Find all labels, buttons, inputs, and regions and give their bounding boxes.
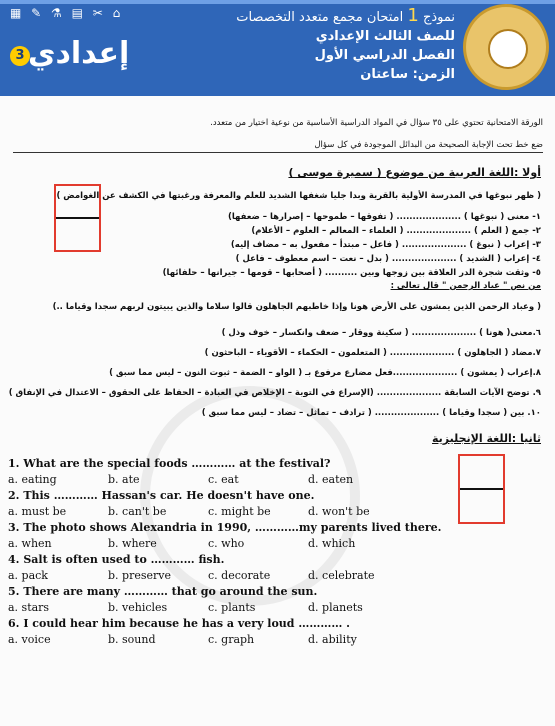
score-box-english [458, 454, 505, 524]
options-row [8, 632, 448, 648]
option-c[interactable]: c. plants [208, 601, 256, 614]
question-text: 5. There are many ………… that go around the sun. [8, 585, 318, 598]
exam-title: امتحان مجمع متعدد التخصصات [236, 10, 404, 25]
option-b[interactable]: b. ate [108, 473, 140, 486]
english-question-1 [8, 456, 448, 488]
option-d[interactable]: d. which [308, 537, 356, 550]
term-label: الفصل الدراسي الأول [314, 48, 455, 63]
school-icons: ▦ ✎ ⚗ ▤ ✂ ⌂ [10, 6, 124, 20]
option-a[interactable]: a. stars [8, 601, 50, 614]
brand-logo [10, 6, 140, 90]
arabic-question-4: ٤- إعراب ( الشديد ) .................... ( بدل – نعت – اسم معطوف – فاعل ) [235, 254, 541, 264]
option-c[interactable]: c. who [208, 537, 245, 550]
score-box-divider [460, 488, 503, 490]
option-a[interactable]: a. pack [8, 569, 48, 582]
quran-intro: من نص " عباد الرحمن " قال تعالى : [390, 281, 541, 291]
header-stripe [0, 0, 555, 4]
option-c[interactable]: c. might be [208, 505, 271, 518]
english-question-2 [8, 488, 448, 520]
question-text: 4. Salt is often used to ………… fish. [8, 553, 225, 566]
intro-text: الورقة الامتحانية تحتوي على ٣٥ سؤال في المواد الدراسية الأساسية من نوعية اختيار من متعدد. [210, 118, 543, 128]
options-row [8, 504, 448, 520]
english-section-title: ثانيا :اللغة الإنجليزية [432, 432, 541, 445]
ministry-seal-logo [463, 4, 549, 90]
model-number: 1 [407, 5, 419, 26]
option-d[interactable]: d. eaten [308, 473, 354, 486]
option-b[interactable]: b. where [108, 537, 157, 550]
options-row [8, 600, 448, 616]
option-a[interactable]: a. must be [8, 505, 67, 518]
quran-verse: ( وعباد الرحمن الذين يمشون على الأرض هونا وإذا خاطبهم الجاهلون قالوا سلاما والذين يبيتون لربهم سجدا وقياما ..) [52, 302, 541, 312]
brand-name: إعدادي [28, 36, 130, 71]
arabic-question-5: ٥- وثقت شجرة الدر العلاقة بين زوجها وبين .......... ( أصحابها – قومها – جيرانها – حلفائها) [162, 268, 541, 278]
arabic-question-10: ١٠. بين ( سجدا وقياما ) .................... ( ترادف – تماثل – تضاد – ليس مما سبق ) [201, 408, 541, 418]
question-text: 2. This ………… Hassan's car. He doesn't have one. [8, 489, 315, 502]
header-line1 [205, 6, 455, 27]
option-d[interactable]: d. ability [308, 633, 357, 646]
arabic-section-title: أولا :اللغة العربية من موضوع ( سميرة موسى ) [288, 166, 541, 179]
option-a[interactable]: a. eating [8, 473, 57, 486]
question-text: 3. The photo shows Alexandria in 1990, …………my parents lived there. [8, 521, 442, 534]
options-row [8, 568, 448, 584]
arabic-question-9: ٩. توضح الآيات السابقة .................... (الإسراع في التوبة – الإخلاص في العبادة – الحفاظ على الحقوق – الاعتدال في الإنفاق ) [8, 388, 541, 398]
exam-paper [0, 96, 555, 726]
option-b[interactable]: b. preserve [108, 569, 171, 582]
arabic-question-3: ٣- إعراب ( نبوغ ) .................... ( فاعل – مبتدأ – مفعول به – مضاف إليه) [230, 240, 541, 250]
option-b[interactable]: b. sound [108, 633, 156, 646]
option-b[interactable]: b. can't be [108, 505, 167, 518]
option-b[interactable]: b. vehicles [108, 601, 168, 614]
instruction-text: ضع خط تحت الإجابة الصحيحة من البدائل الموجودة في كل سؤال [13, 140, 543, 153]
question-text: 1. What are the special foods ………… at the festival? [8, 457, 331, 470]
option-a[interactable]: a. voice [8, 633, 51, 646]
option-d[interactable]: d. planets [308, 601, 363, 614]
options-row [8, 536, 448, 552]
option-d[interactable]: d. celebrate [308, 569, 375, 582]
options-row [8, 472, 448, 488]
arabic-question-2: ٢- جمع ( العلم ) .................... ( العلماء – المعالم – العلوم – الأعلام) [251, 226, 541, 236]
arabic-question-1: ١- معنى ( نبوغها ) .................... ( تفوقها – طموحها – إصرارها – ضعفها) [227, 212, 541, 222]
arabic-question-7: ٧.مضاد ( الجاهلون ) .................... ( المتعلمون – الحكماء – الأقوياء – الباحثون ) [204, 348, 541, 358]
arabic-passage: ( ظهر نبوغها في المدرسة الأولية بالقرية وبدا جليا شغفها الشديد للعلم والمعرفة ورغبتها في الكشف عن الغوامض ) [56, 191, 541, 201]
arabic-question-8: ٨.إعراب ( يمشون ) ....................فعل مضارع مرفوع بـ ( الواو – الضمة – ثبوت النون – ليس مما سبق ) [109, 368, 541, 378]
model-label: نموذج [422, 10, 455, 25]
english-questions [8, 456, 448, 648]
header-text [205, 6, 455, 84]
question-text: 6. I could hear him because he has a very loud ………… . [8, 617, 350, 630]
english-question-6 [8, 616, 448, 648]
grade-label: للصف الثالث الإعدادي [315, 29, 455, 44]
arabic-question-6: ٦.معنى( هونا ) .................... ( سكينة ووقار – ضعف وانكسار – خوف وذل ) [221, 328, 541, 338]
header-banner [0, 0, 555, 96]
option-d[interactable]: d. won't be [308, 505, 370, 518]
english-question-4 [8, 552, 448, 584]
option-a[interactable]: a. when [8, 537, 52, 550]
english-question-3 [8, 520, 448, 552]
brand-number-badge: 3 [10, 46, 30, 66]
time-label: الزمن: ساعتان [360, 67, 455, 82]
option-c[interactable]: c. decorate [208, 569, 271, 582]
option-c[interactable]: c. eat [208, 473, 239, 486]
score-box-divider [56, 217, 99, 219]
option-c[interactable]: c. graph [208, 633, 255, 646]
english-question-5 [8, 584, 448, 616]
